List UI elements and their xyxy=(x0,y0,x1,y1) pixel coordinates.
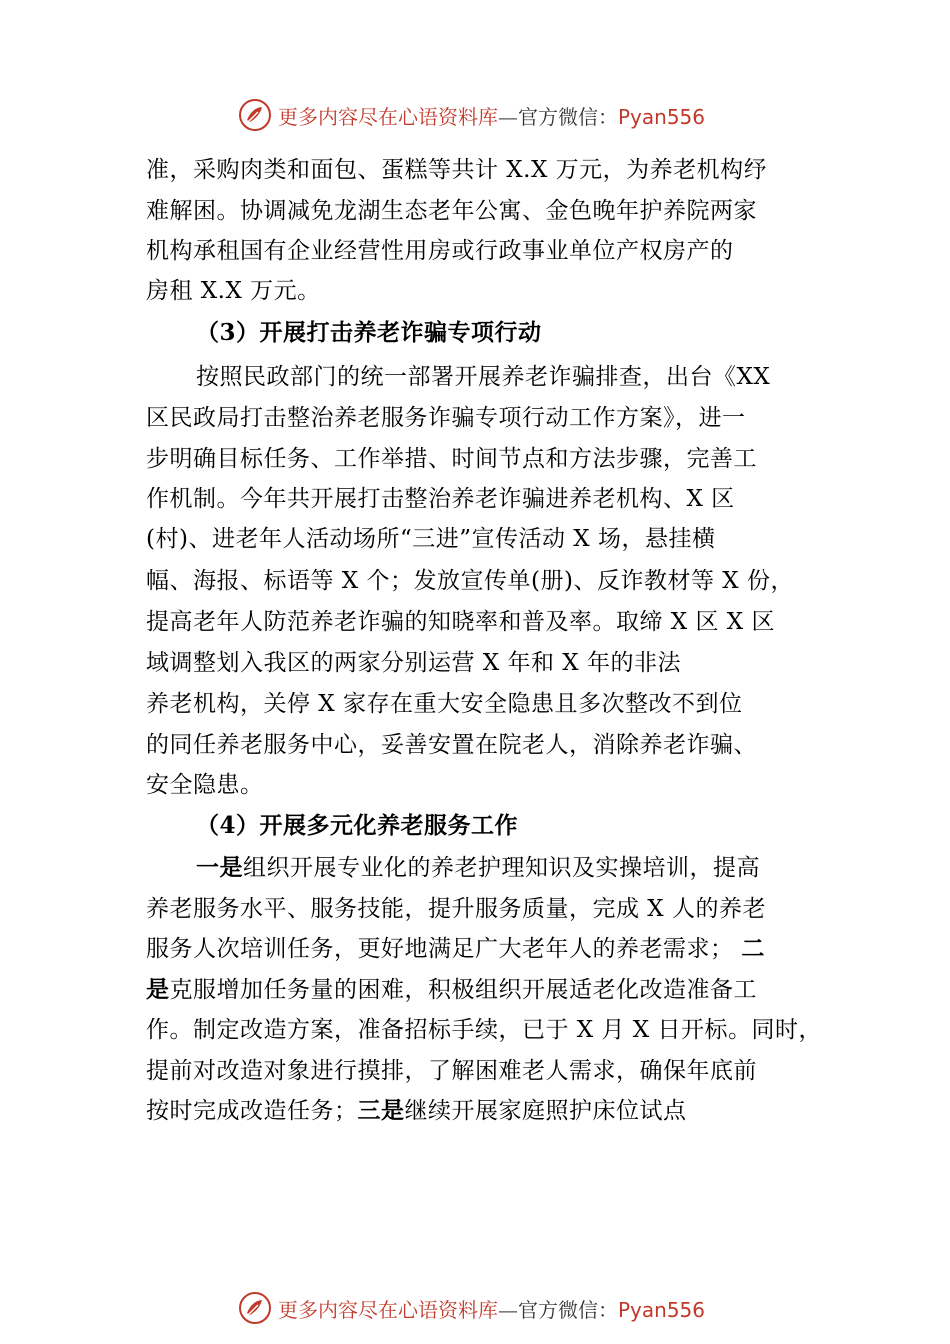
body-line: 养老机构，关停 X 家存在重大安全隐患且多次整改不到位 xyxy=(146,691,743,717)
body-line: 按照民政部门的统一部署开展养老诈骗排查，出台《XX xyxy=(196,364,771,390)
body-line: 步明确目标任务、工作举措、时间节点和方法步骤，完善工 xyxy=(146,446,757,472)
body-line: 房租 X.X 万元。 xyxy=(146,278,321,304)
body-line: 机构承租国有企业经营性用房或行政事业单位产权房产的 xyxy=(146,238,734,264)
body-line: 幅、海报、标语等 X 个；发放宣传单(册)、反诈教材等 X 份， xyxy=(146,568,794,594)
watermark-logo-icon xyxy=(238,98,272,132)
body-line: 按时完成改造任务；三是继续开展家庭照护床位试点 xyxy=(146,1097,687,1124)
body-line: 一是组织开展专业化的养老护理知识及实操培训，提高 xyxy=(196,854,760,881)
body-line: 安全隐患。 xyxy=(146,772,264,798)
watermark-banner-top xyxy=(238,98,705,132)
body-line: 域调整划入我区的两家分别运营 X 年和 X 年的非法 xyxy=(146,650,681,676)
body-line: 作机制。今年共开展打击整治养老诈骗进养老机构、X 区 xyxy=(146,486,735,512)
body-line: 提前对改造对象进行摸排，了解困难老人需求，确保年底前 xyxy=(146,1058,757,1084)
body-line: 难解困。协调减免龙湖生态老年公寓、金色晚年护养院两家 xyxy=(146,198,757,224)
body-line: 养老服务水平、服务技能，提升服务质量，完成 X 人的养老 xyxy=(146,896,766,922)
watermark-banner-bottom xyxy=(238,1291,705,1325)
watermark-text: 更多内容尽在心语资料库—官方微信：Pyan556 xyxy=(278,104,706,129)
watermark-logo-icon xyxy=(238,1291,272,1325)
body-line: 提高老年人防范养老诈骗的知晓率和普及率。取缔 X 区 X 区 xyxy=(146,609,775,635)
body-line: 的同任养老服务中心，妥善安置在院老人，消除养老诈骗、 xyxy=(146,732,757,758)
body-line: 是克服增加任务量的困难，积极组织开展适老化改造准备工 xyxy=(146,976,757,1003)
body-line: 服务人次培训任务，更好地满足广大老年人的养老需求； 二 xyxy=(146,935,765,962)
body-line: (村)、进老年人活动场所“三进”宣传活动 X 场，悬挂横 xyxy=(146,526,716,552)
body-line: 作。制定改造方案，准备招标手续，已于 X 月 X 日开标。同时， xyxy=(146,1017,822,1043)
watermark-text: 更多内容尽在心语资料库—官方微信：Pyan556 xyxy=(278,1297,706,1322)
section-heading-4: （4）开展多元化养老服务工作 xyxy=(196,812,519,839)
body-line: 准，采购肉类和面包、蛋糕等共计 X.X 万元，为养老机构纾 xyxy=(146,157,768,183)
section-heading-3: （3）开展打击养老诈骗专项行动 xyxy=(196,319,542,346)
body-line: 区民政局打击整治养老服务诈骗专项行动工作方案》，进一 xyxy=(146,405,746,431)
